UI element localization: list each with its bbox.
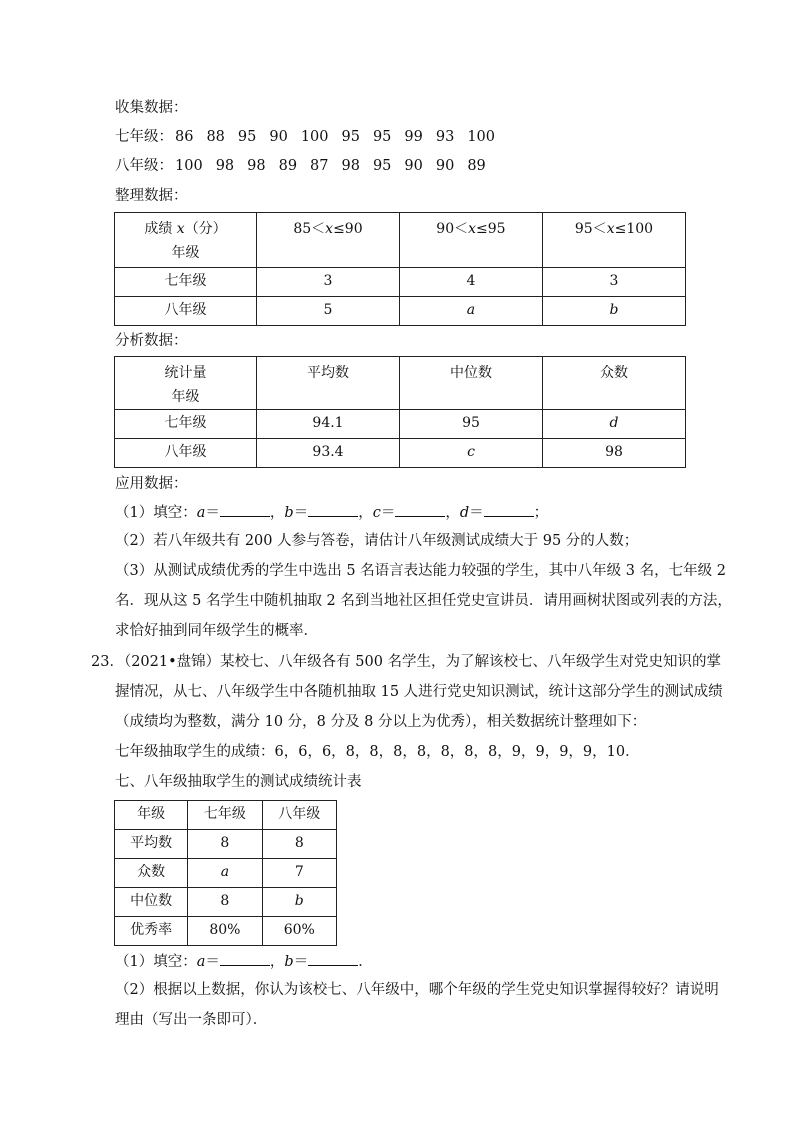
problem23-scores: 七年级抽取学生的成绩：6，6，6，8，8，8，8，8，8，8，9，9，9，9，10． — [115, 744, 640, 760]
grade8-score: 95 — [372, 158, 392, 174]
apply-q3-line2: 名．现从这 5 名学生中随机抽取 2 名到当地社区担任党史宣讲员．请用画树状图或列表的方法， — [115, 593, 732, 609]
organize-col-header: 95＜x≤100 — [542, 213, 685, 268]
grade8-scores-line — [115, 156, 499, 176]
problem23-q2-line1: （2）根据以上数据，你认为该校七、八年级中，哪个年级的学生党史知识掌握得较好？请说明 — [115, 982, 719, 998]
organize-corner-cell — [115, 213, 257, 268]
organize-cell: b — [542, 297, 685, 326]
problem23-line1: 23．（2021•盘锦）某校七、八年级各有 500 名学生，为了解该校七、八年级学生对党史知识的掌 — [91, 654, 722, 670]
p23-header-cell: 七年级 — [188, 801, 262, 830]
analyze-cell: d — [543, 410, 686, 439]
problem23-line3: （成绩均为整数，满分 10 分，8 分及 8 分以上为优秀），相关数据统计整理如下： — [115, 714, 647, 730]
organize-cell: 4 — [399, 268, 542, 297]
answer-blank[interactable] — [308, 950, 358, 966]
grade7-score: 90 — [269, 129, 288, 145]
organize-cell: a — [399, 297, 542, 326]
grade8-score: 98 — [215, 158, 235, 174]
grade8-score: 98 — [341, 158, 360, 174]
grade7-score: 95 — [372, 129, 392, 145]
analyze-table — [114, 356, 686, 468]
problem23-line2: 握情况，从七、八年级学生中各随机抽取 15 人进行党史知识测试，统计这部分学生的测试成绩 — [115, 684, 723, 700]
answer-blank[interactable] — [484, 501, 534, 517]
grade7-score: 99 — [404, 129, 423, 145]
p23-cell: 7 — [262, 859, 336, 888]
analyze-cell: 98 — [543, 439, 686, 468]
answer-blank[interactable] — [395, 501, 445, 517]
p23-header-cell: 八年级 — [262, 801, 336, 830]
analyze-cell: c — [400, 439, 543, 468]
organize-col-header: 85＜x≤90 — [257, 213, 400, 268]
grade8-score: 100 — [175, 158, 203, 174]
apply-q1: （1）填空：a＝ ，b＝ ，c＝ ，d＝ ； — [115, 501, 548, 523]
p23-cell: 8 — [188, 830, 262, 859]
p23-cell: 80% — [188, 917, 262, 946]
grade8-score: 90 — [404, 158, 423, 174]
apply-q3-line3: 求恰好抽到同年级学生的概率． — [115, 623, 318, 639]
problem23-table — [114, 800, 337, 946]
organize-col-header: 90＜x≤95 — [399, 213, 542, 268]
p23-cell: a — [188, 859, 262, 888]
organize-cell: 3 — [257, 268, 400, 297]
organize-cell: 5 — [257, 297, 400, 326]
organize-corner-bottom: 年级 — [171, 245, 200, 261]
grade7-score: 100 — [300, 129, 329, 145]
grade8-label: 八年级： — [115, 158, 173, 174]
analyze-row-label: 八年级 — [115, 439, 257, 468]
analyze-corner-cell — [115, 357, 257, 410]
apply-q3-line1: （3）从测试成绩优秀的学生中选出 5 名语言表达能力较强的学生，其中八年级 3 名，七年级 2 — [115, 563, 726, 579]
p23-row-label: 优秀率 — [115, 917, 188, 946]
answer-blank[interactable] — [308, 501, 358, 517]
p23-row-label: 平均数 — [115, 830, 188, 859]
analyze-corner-bottom: 年级 — [171, 389, 200, 405]
grade8-score: 98 — [247, 158, 266, 174]
analyze-corner-top: 统计量 — [164, 365, 207, 381]
analyze-col-header: 平均数 — [256, 357, 399, 410]
organize-row-label: 七年级 — [115, 268, 257, 297]
collect-heading: 收集数据： — [115, 100, 188, 116]
p23-header-cell: 年级 — [115, 801, 188, 830]
answer-blank[interactable] — [220, 950, 270, 966]
organize-table — [114, 212, 686, 326]
grade7-score: 100 — [467, 129, 495, 145]
organize-cell: 3 — [542, 268, 685, 297]
apply-heading: 应用数据： — [115, 476, 188, 492]
p23-cell: 8 — [188, 888, 262, 917]
apply-q2: （2）若八年级共有 200 人参与答卷，请估计八年级测试成绩大于 95 分的人数； — [115, 533, 639, 549]
grade8-score: 90 — [435, 158, 455, 174]
analyze-heading: 分析数据： — [115, 333, 188, 349]
analyze-row-label: 七年级 — [115, 410, 257, 439]
grade8-score: 89 — [467, 158, 486, 174]
problem23-table-title: 七、八年级抽取学生的测试成绩统计表 — [115, 774, 362, 790]
answer-blank[interactable] — [220, 501, 270, 517]
p23-cell: 60% — [262, 917, 336, 946]
grade8-score: 89 — [278, 158, 298, 174]
grade7-scores-line — [115, 127, 508, 147]
p23-row-label: 众数 — [115, 859, 188, 888]
analyze-col-header: 中位数 — [400, 357, 543, 410]
analyze-cell: 93.4 — [256, 439, 399, 468]
analyze-cell: 94.1 — [256, 410, 399, 439]
organize-row-label: 八年级 — [115, 297, 257, 326]
analyze-col-header: 众数 — [543, 357, 686, 410]
problem23-q1: （1）填空：a＝ ，b＝ ． — [115, 950, 373, 972]
organize-corner-top: 成绩 x（分） — [144, 221, 227, 237]
grade8-score: 87 — [310, 158, 329, 174]
grade7-score: 88 — [206, 129, 225, 145]
p23-cell: 8 — [262, 830, 336, 859]
grade7-score: 95 — [341, 129, 360, 145]
p23-row-label: 中位数 — [115, 888, 188, 917]
problem23-q2-line2: 理由（写出一条即可）． — [115, 1012, 268, 1028]
p23-cell: b — [262, 888, 336, 917]
analyze-cell: 95 — [400, 410, 543, 439]
grade7-score: 93 — [435, 129, 455, 145]
grade7-score: 95 — [237, 129, 257, 145]
organize-heading: 整理数据： — [115, 188, 188, 204]
grade7-label: 七年级： — [115, 129, 173, 145]
grade7-score: 86 — [175, 129, 194, 145]
